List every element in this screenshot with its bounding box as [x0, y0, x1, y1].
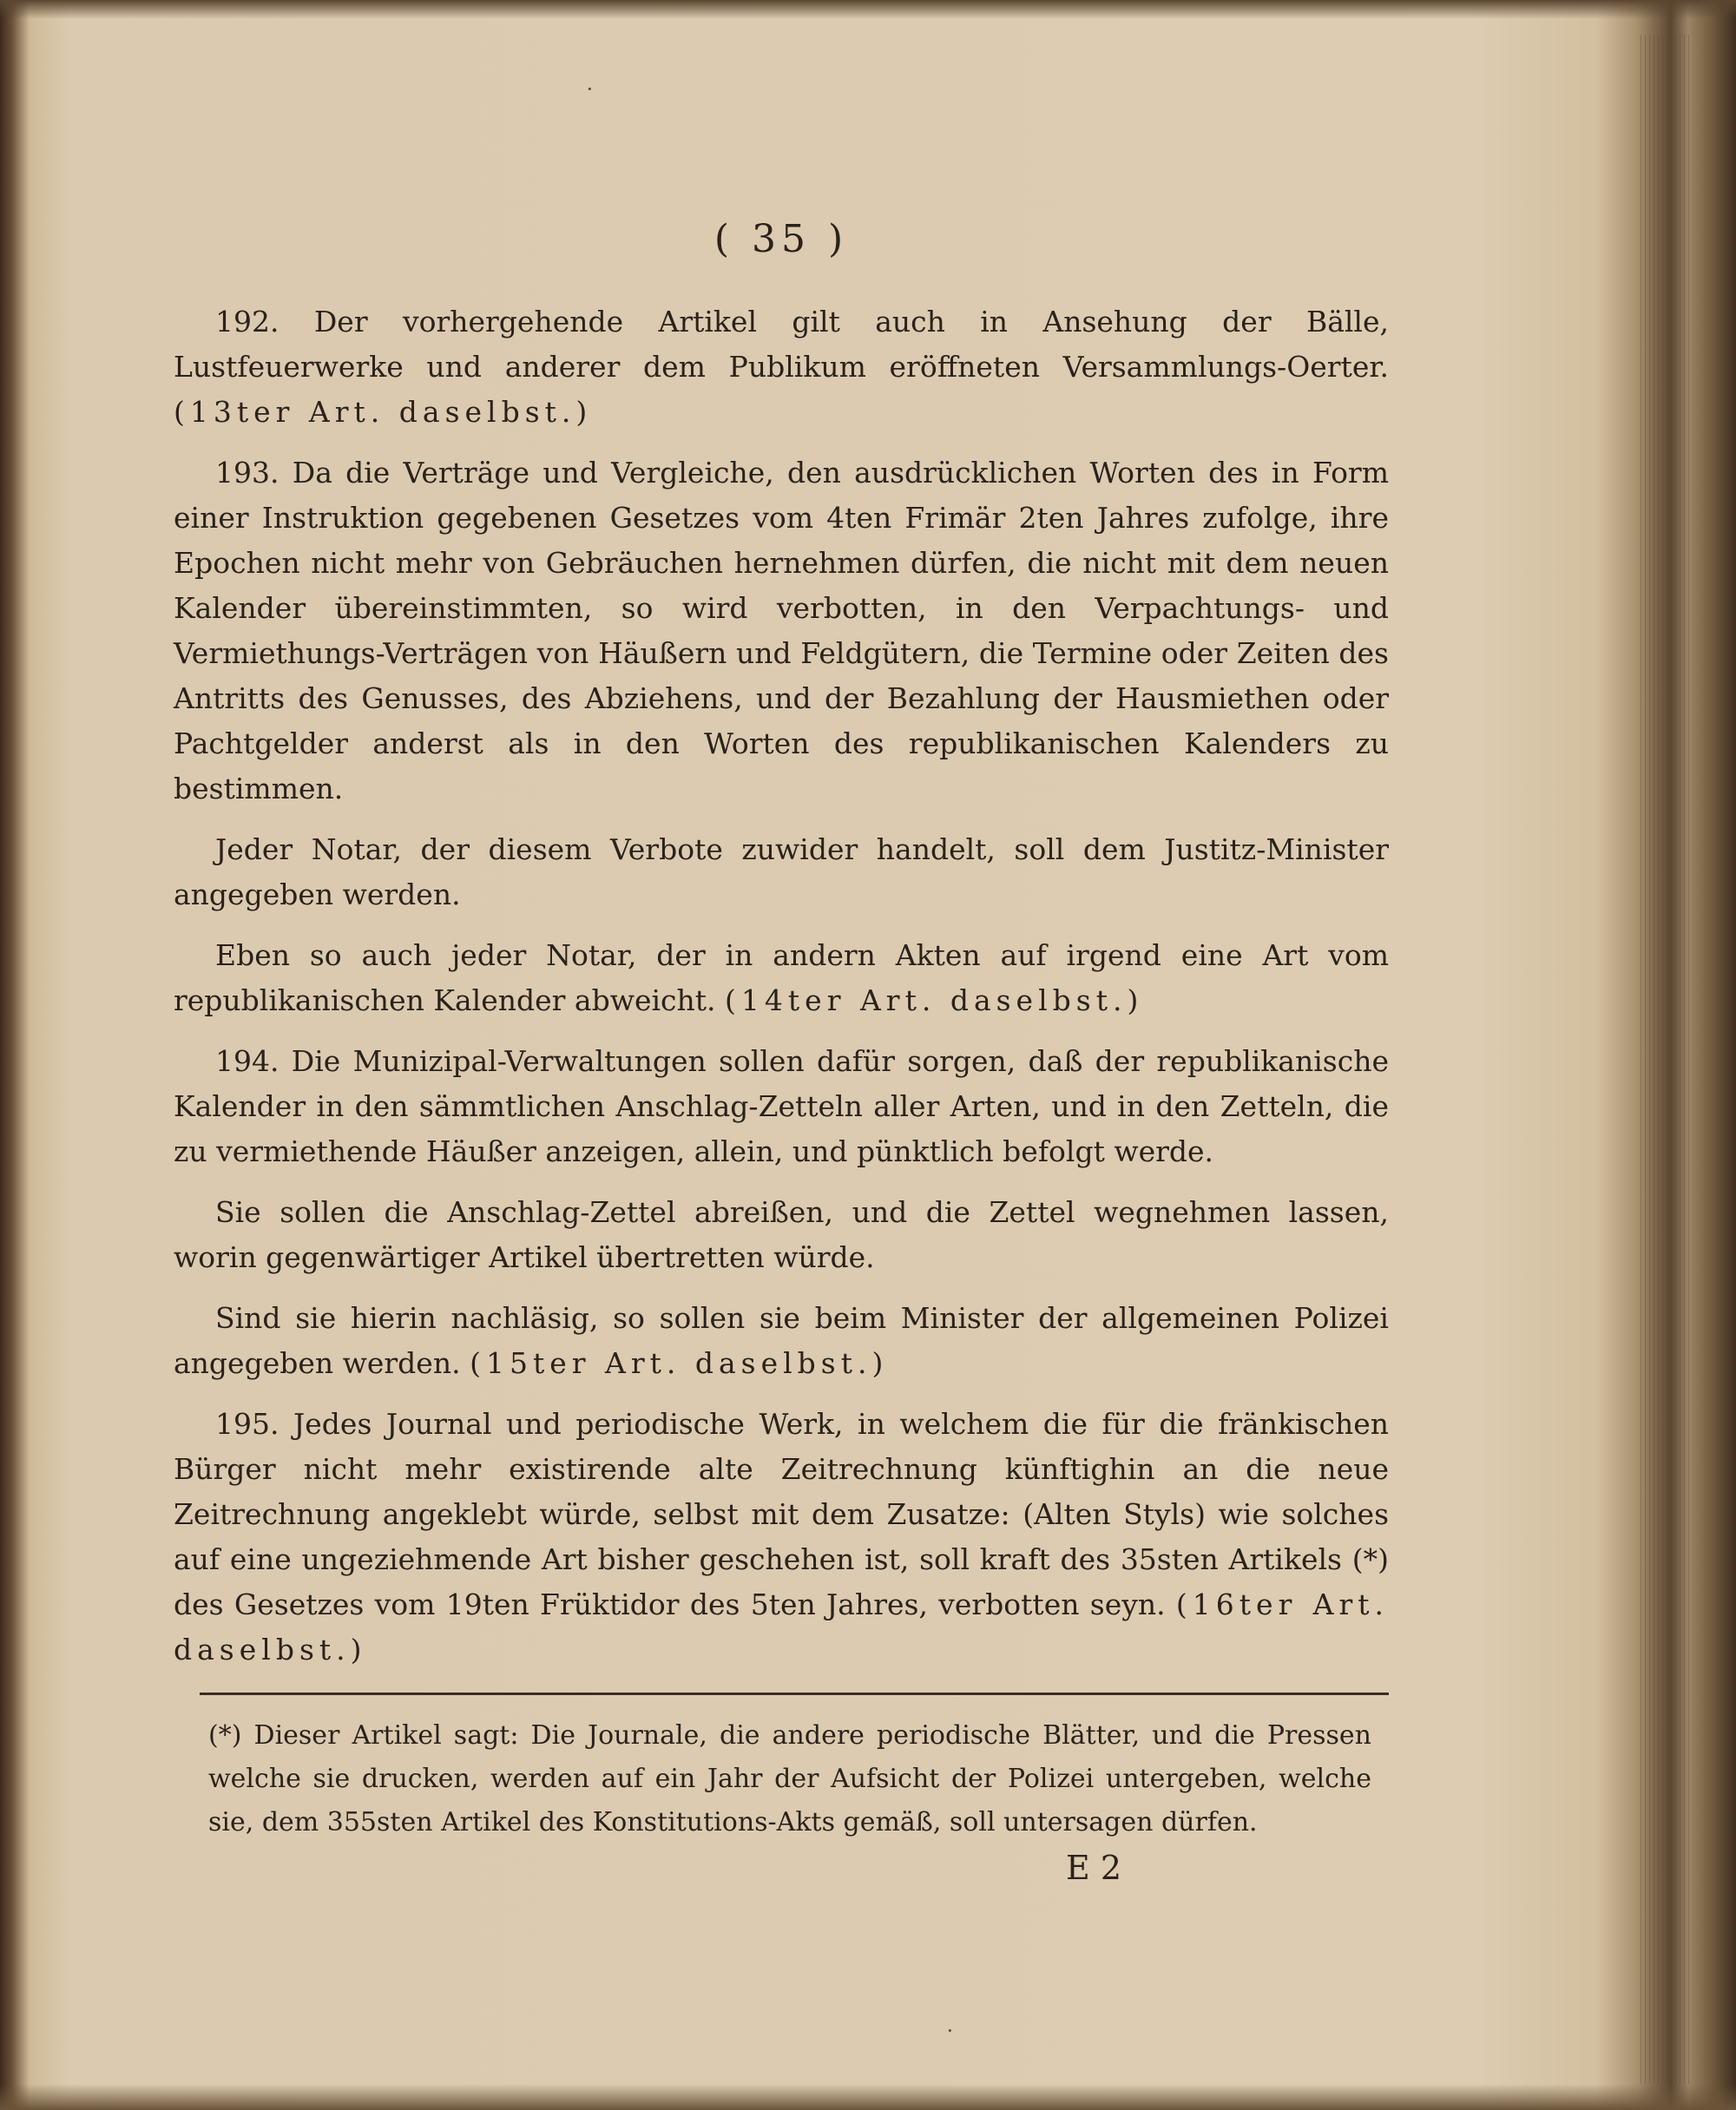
paragraph-text: Jeder Notar, der diesem Verbote zuwider handelt, soll dem Justitz-Minister angegeben werden.: [174, 832, 1389, 911]
paragraph-number: 192.: [215, 305, 279, 339]
page-number: ( 35 ): [713, 217, 849, 261]
paragraph-text: Sie sollen die Anschlag-Zettel abreißen, und die Zettel wegnehmen lassen, worin gegenwärtiger Artikel übertretten würde.: [174, 1195, 1389, 1274]
article-reference: (14ter Art. daselbst.): [725, 983, 1144, 1017]
paragraph-194-posters: [174, 1190, 1389, 1280]
top-page-shadow: [0, 0, 1736, 19]
footnote: (*) Dieser Artikel sagt: Die Journale, die andere periodische Blätter, und die Pressen welche sie drucken, werden auf ein Jahr der Aufsicht der Polizei untergeben, welche sie, dem 355sten Artikel des Konstitutions-Akts gemäß, soll untersagen dürfen.: [208, 1720, 1371, 1837]
paragraph-text: Sind sie hierin nachläsig, so sollen sie beim Minister der allgemeinen Polizei angegeben werden.: [174, 1301, 1389, 1380]
paragraph-193: [174, 450, 1389, 812]
page-block-edges: [1641, 35, 1693, 2084]
text-block: [174, 217, 1389, 1996]
stray-ink-mark: ·: [946, 2018, 954, 2043]
paragraph-text: Der vorhergehende Artikel gilt auch in Ansehung der Bälle, Lustfeuerwerke und anderer dem Publikum eröffneten Versammlungs-Oerter.: [174, 305, 1389, 384]
paragraph-194: [174, 1039, 1389, 1174]
paragraph-192: [174, 299, 1389, 435]
bottom-page-shadow: [0, 2084, 1736, 2110]
paragraph-194-police: [174, 1296, 1389, 1386]
paragraph-text: Jedes Journal und periodische Werk, in welchem die für die fränkischen Bürger nicht mehr existirende alte Zeitrechnung künftighin an die neue Zeitrechnung angeklebt würde, selbst mit dem Zusatze: (Alten Styls) wie solches auf eine ungeziehmende Art bisher geschehen ist, soll kraft des 35sten Artikels (*) des Gesetzes vom 19ten Früktidor des 5ten Jahres, verbotten seyn.: [174, 1407, 1389, 1621]
paragraph-193-notary: [174, 827, 1389, 917]
stray-ink-mark: ·: [586, 76, 594, 102]
paragraph-text: Die Munizipal-Verwaltungen sollen dafür sorgen, daß der republikanische Kalender in den sämmtlichen Anschlag-Zetteln aller Arten, und in den Zetteln, die zu vermiethende Häußer anzeigen, allein, und pünktlich befolgt werde.: [174, 1044, 1389, 1168]
article-reference: (15ter Art. daselbst.): [470, 1346, 889, 1380]
body-text: [174, 299, 1389, 1688]
paragraph-text: Da die Verträge und Vergleiche, den ausdrücklichen Worten des in Form einer Instruktion gegebenen Gesetzes vom 4ten Frimär 2ten Jahres zufolge, ihre Epochen nicht mehr von Gebräuchen hernehmen dürfen, die nicht mit dem neuen Kalender übereinstimmten, so wird verbotten, in den Verpachtungs- und Vermiethungs-Verträgen von Häußern und Feldgütern, die Termine oder Zeiten des Antritts des Genusses, des Abziehens, und der Bezahlung der Hausmiethen oder Pachtgelder anderst als in den Worten des republikanischen Kalenders zu bestimmen.: [174, 456, 1389, 805]
paragraph-193-acts: [174, 933, 1389, 1023]
footnote-rule: [200, 1693, 1389, 1695]
paragraph-number: 195.: [215, 1407, 279, 1441]
paragraph-number: 194.: [215, 1044, 279, 1078]
paragraph-195: [174, 1402, 1389, 1673]
article-reference: (13ter Art. daselbst.): [174, 395, 593, 429]
paragraph-text: Eben so auch jeder Notar, der in andern Akten auf irgend eine Art vom republikanischen Kalender abweicht.: [174, 938, 1389, 1017]
signature-mark: E 2: [1066, 1849, 1121, 1887]
article-reference: (16ter Art. daselbst.): [174, 1587, 1389, 1666]
paragraph-number: 193.: [215, 456, 279, 490]
